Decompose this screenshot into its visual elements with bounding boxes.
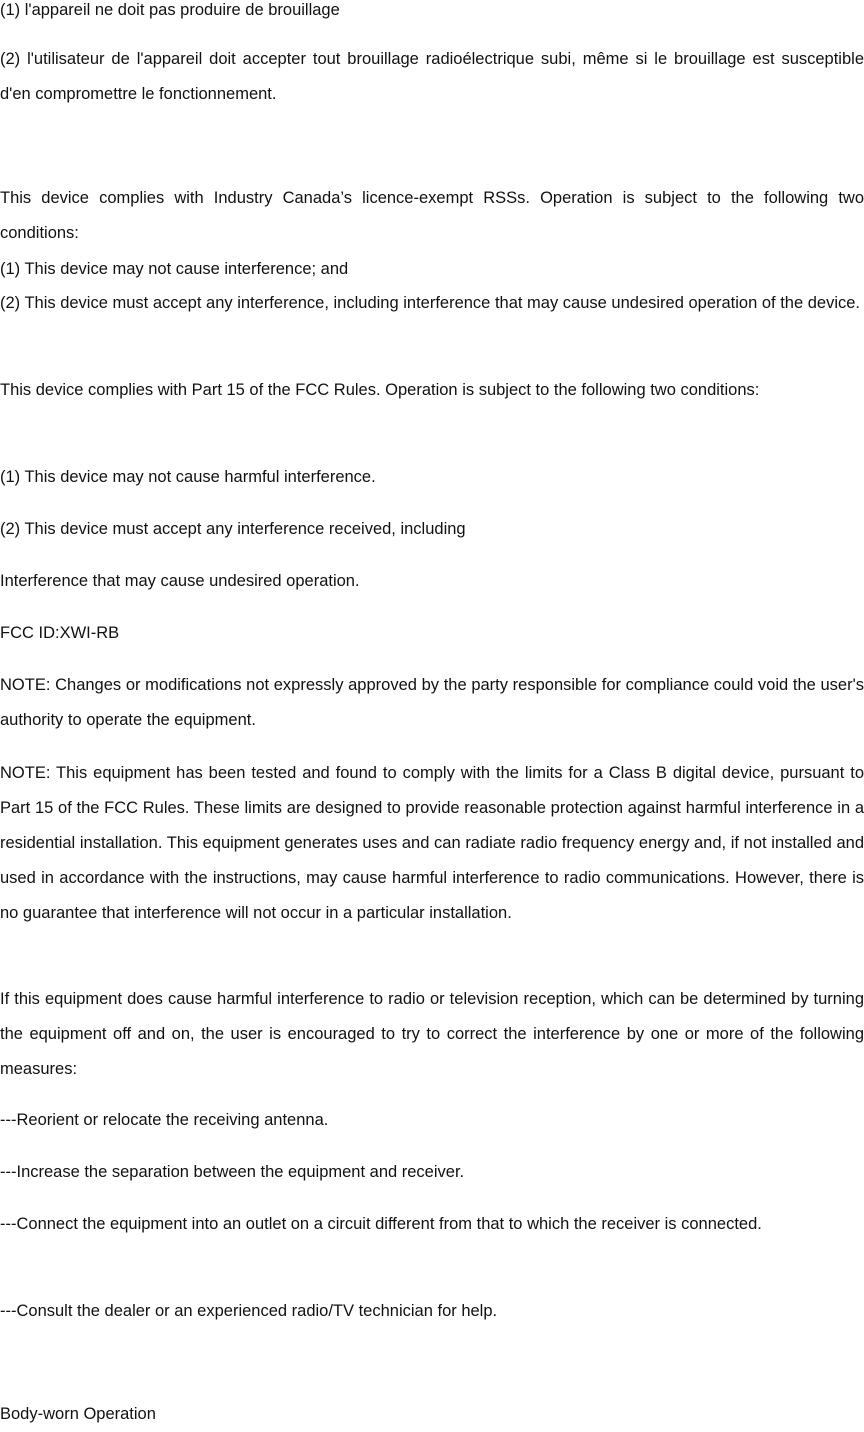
fcc-condition-2: (2) This device must accept any interference received, including (0, 520, 466, 538)
note-changes: NOTE: Changes or modifications not expressly approved by the party responsible for compliance could void the user's authority to operate the equipment. (0, 676, 864, 729)
fcc-id: FCC ID:XWI-RB (0, 624, 120, 642)
fr-condition-1: (1) l'appareil ne doit pas produire de brouillage (0, 1, 340, 19)
fcc-condition-2-cont: Interference that may cause undesired operation. (0, 572, 360, 590)
ic-condition-2: (2) This device must accept any interference, including interference that may cause undesired operation of the device. (0, 294, 861, 312)
measure-reorient: ---Reorient or relocate the receiving antenna. (0, 1111, 329, 1129)
measure-increase-separation: ---Increase the separation between the equipment and receiver. (0, 1163, 465, 1181)
ic-condition-1: (1) This device may not cause interference; and (0, 260, 349, 278)
note-class-b: NOTE: This equipment has been tested and found to comply with the limits for a Class B digital device, pursuant to Part 15 of the FCC Rules. These limits are designed to provide reasonable protection against harmful interference in a residential installation. This equipment generates uses and can radiate radio frequency energy and, if not installed and used in accordance with the instructions, may cause harmful interference to radio communications. However, there is no guarantee that interference will not occur in a particular installation. (0, 764, 864, 922)
fr-condition-2: (2) l'utilisateur de l'appareil doit accepter tout brouillage radioélectrique subi, même si le brouillage est susceptible d'en compromettre le fonctionnement. (0, 50, 864, 103)
measure-connect-outlet: ---Connect the equipment into an outlet on a circuit different from that to which the receiver is connected. (0, 1215, 762, 1233)
measure-consult-dealer: ---Consult the dealer or an experienced radio/TV technician for help. (0, 1302, 498, 1320)
fcc-statement: This device complies with Part 15 of the FCC Rules. Operation is subject to the following two conditions: (0, 381, 760, 399)
section-heading-body-worn: Body-worn Operation (0, 1405, 156, 1423)
if-interference: If this equipment does cause harmful interference to radio or television reception, which can be determined by turning the equipment off and on, the user is encouraged to try to correct the interference by one or more of the following measures: (0, 990, 864, 1078)
ic-statement: This device complies with Industry Canada’s licence-exempt RSSs. Operation is subject to the following two conditions: (0, 189, 864, 242)
fcc-condition-1: (1) This device may not cause harmful interference. (0, 468, 376, 486)
